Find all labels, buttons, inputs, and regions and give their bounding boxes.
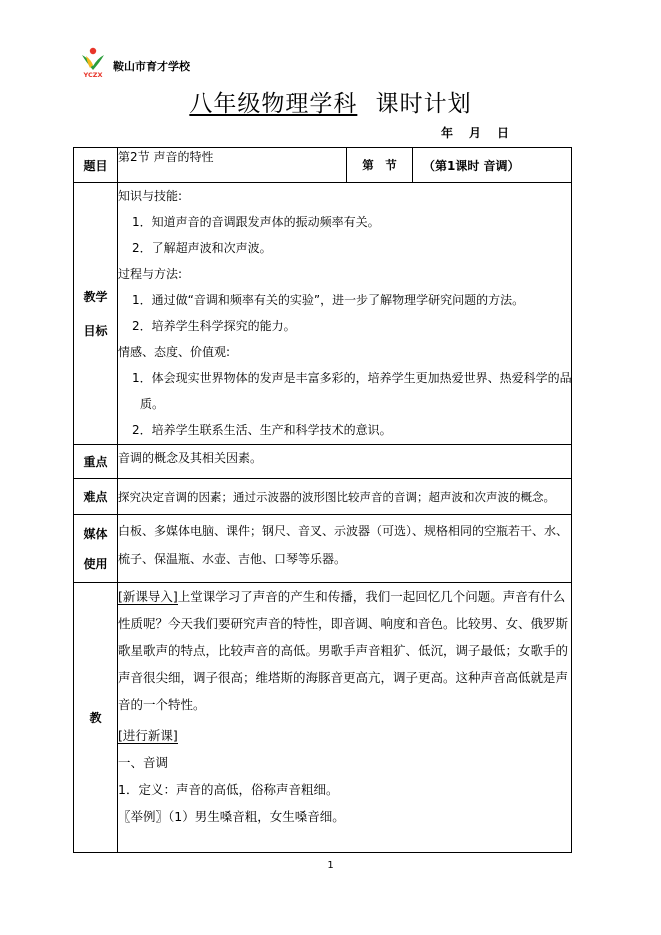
intro-text: 上堂课学习了声音的产生和传播，我们一起回忆几个问题。声音有什么性质呢？今天我们要研究声音的特性，即音调、响度和音色。比较男、女、俄罗斯歌星歌声的特点，比较声音的高低。男歌手声音粗犷、低沉，调子最低；女歌手的声音很尖细，调子很高；维塔斯的海豚音更高亢，调子更高。这种声音高低就是声音的一个特性。: [118, 589, 569, 712]
media-value: 白板、多媒体电脑、课件；钢尺、音叉、示波器（可选）、规格相同的空瓶若干、水、梳子、保温瓶、水壶、吉他、口琴等乐器。: [118, 515, 572, 583]
goal-p2: 2．培养学生科学探究的能力。: [132, 319, 296, 333]
teach-label: 教: [74, 583, 118, 853]
difficulty-label: 难点: [74, 479, 118, 515]
topic-value: 第2节 声音的特性: [118, 148, 347, 183]
media-row: [74, 515, 572, 583]
goal-e1a: 1．体会现实世界物体的发声是丰富多彩的，培养学生更加热爱世界、热爱科学的品: [132, 371, 572, 385]
goals-row: [74, 183, 572, 445]
definition: 1．定义：声音的高低，俗称声音粗细。: [118, 782, 339, 797]
school-logo: [78, 46, 108, 78]
lesson-value: （第1课时 音调）: [413, 148, 572, 183]
emotion-heading: 情感、态度、价值观:: [118, 345, 231, 359]
key-value: 音调的概念及其相关因素。: [118, 445, 572, 479]
new-tag: [进行新课]: [118, 728, 178, 743]
new-lesson-tag: [118, 722, 571, 749]
goal-p1: 1．通过做“音调和频率有关的实验”，进一步了解物理学研究问题的方法。: [132, 293, 525, 307]
goal-e1b: 质。: [140, 397, 165, 411]
section-pitch: 一、音调: [118, 755, 169, 770]
topic-row: [74, 148, 572, 183]
logo-text: YCZX: [83, 71, 103, 78]
date-year: 年: [441, 126, 454, 140]
media-label: [74, 515, 118, 583]
example-text: （1）男生嗓音粗，女生嗓音细。: [168, 809, 345, 824]
goals-label: [74, 183, 118, 445]
teaching-content: [118, 583, 572, 853]
media-label-2: 使用: [83, 556, 108, 571]
topic-label: 题目: [74, 148, 118, 183]
title-plan: 课时计划: [375, 91, 472, 117]
media-label-1: 媒体: [83, 526, 108, 541]
process-heading: 过程与方法:: [118, 267, 183, 281]
intro-tag: [新课导入]: [118, 589, 178, 604]
example-tag: 〖举例〗: [118, 809, 169, 824]
page-number: 1: [327, 860, 334, 871]
page-title: [0, 85, 661, 118]
difficulty-row: [74, 479, 572, 515]
knowledge-heading: 知识与技能:: [118, 189, 183, 203]
goal-k1: 1．知道声音的音调跟发声体的振动频率有关。: [132, 215, 380, 229]
difficulty-value: 探究决定音调的因素；通过示波器的波形图比较声音的音调；超声波和次声波的概念。: [118, 479, 572, 515]
date-line: [441, 124, 525, 141]
date-day: 日: [497, 126, 510, 140]
goal-k2: 2．了解超声波和次声波。: [132, 241, 272, 255]
key-label: 重点: [74, 445, 118, 479]
goals-label-1: 教学: [83, 289, 108, 304]
key-row: [74, 445, 572, 479]
school-name: 鞍山市育才学校: [113, 60, 190, 73]
teaching-row: [74, 583, 572, 853]
goal-e2: 2．培养学生联系生活、生产和科学技术的意识。: [132, 423, 392, 437]
date-month: 月: [469, 126, 482, 140]
goals-content: [118, 183, 572, 445]
section-label: 第 节: [347, 148, 413, 183]
lesson-plan-table: [73, 147, 572, 853]
example: [118, 803, 571, 830]
goals-label-2: 目标: [83, 323, 108, 338]
intro-paragraph: [118, 583, 571, 718]
title-subject: 八年级物理学科: [189, 91, 358, 117]
